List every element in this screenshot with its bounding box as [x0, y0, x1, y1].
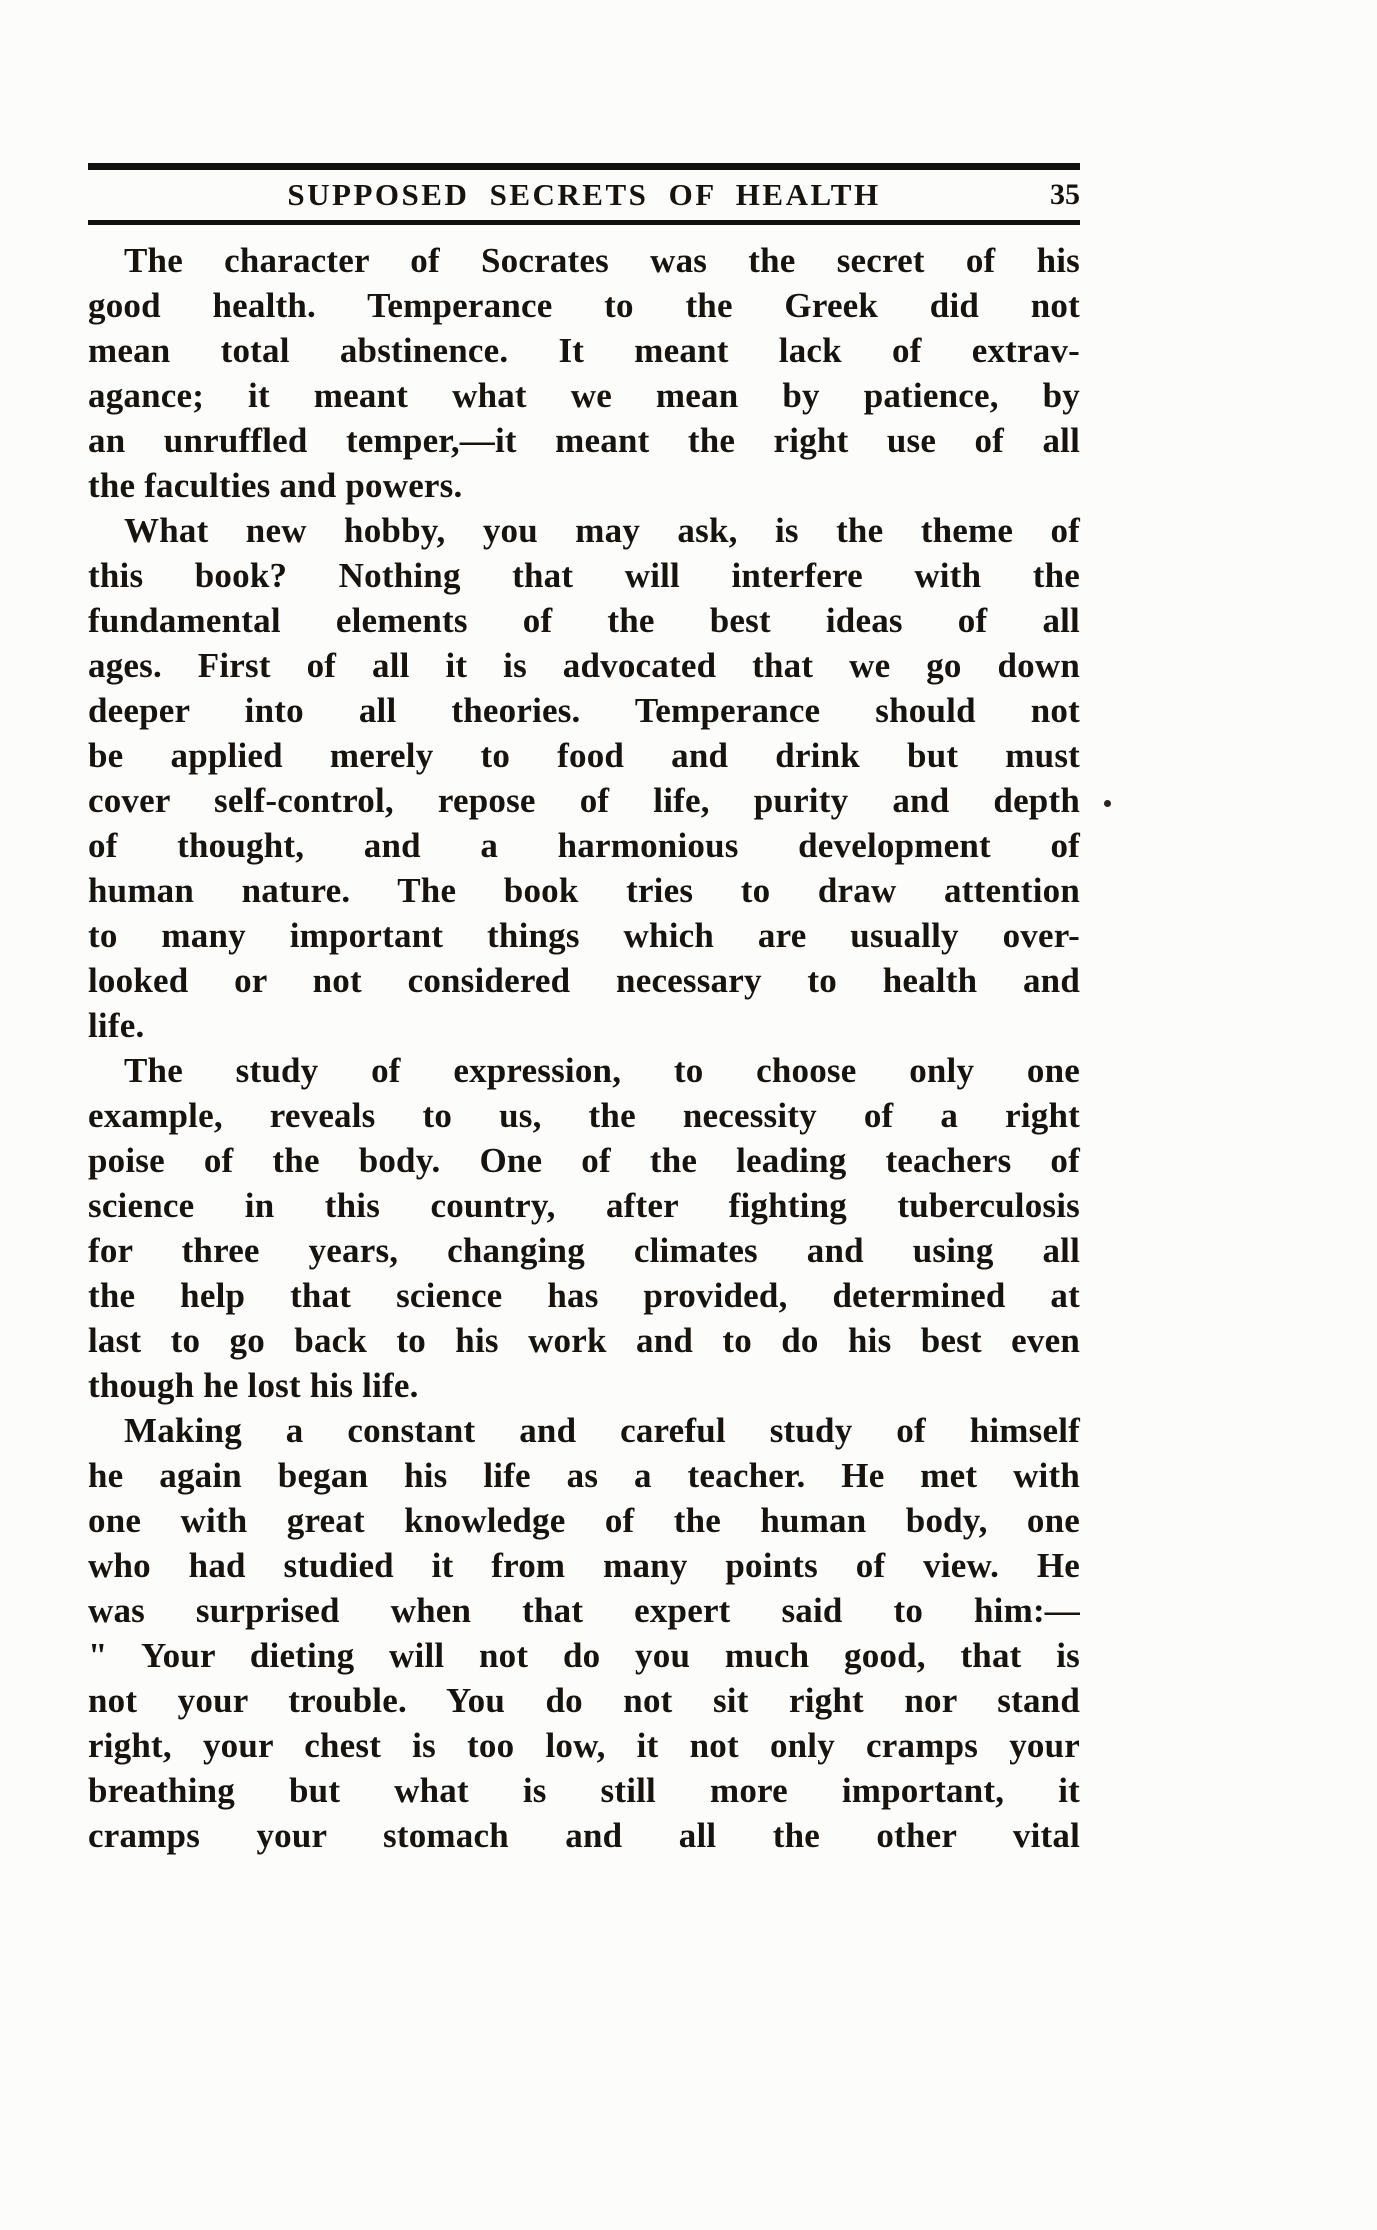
- header-row: [88, 170, 1080, 220]
- body-text: [88, 238, 1080, 1858]
- text-line: The study of expression, to choose only one: [124, 1051, 1080, 1090]
- text-line: of thought, and a harmonious development of: [88, 826, 1080, 865]
- text-line: last to go back to his work and to do his best even: [88, 1321, 1080, 1360]
- text-line: fundamental elements of the best ideas of all: [88, 601, 1080, 640]
- text-line: though he lost his life.: [88, 1366, 419, 1405]
- text-line: The character of Socrates was the secret of his: [124, 241, 1080, 280]
- text-line: an unruffled temper,—it meant the right use of all: [88, 421, 1080, 460]
- text-line: mean total abstinence. It meant lack of extrav-: [88, 331, 1080, 370]
- text-line: he again began his life as a teacher. He met with: [88, 1456, 1080, 1495]
- text-line: cramps your stomach and all the other vital: [88, 1816, 1080, 1855]
- text-line: be applied merely to food and drink but must: [88, 736, 1080, 775]
- text-line: the help that science has provided, determined at: [88, 1276, 1080, 1315]
- text-line: ages. First of all it is advocated that we go down: [88, 646, 1080, 685]
- page-number: 35: [1050, 178, 1080, 211]
- text-line: What new hobby, you may ask, is the theme of: [124, 511, 1080, 550]
- text-line: looked or not considered necessary to health and: [88, 961, 1080, 1000]
- text-line: deeper into all theories. Temperance should not: [88, 691, 1080, 730]
- text-line: one with great knowledge of the human body, one: [88, 1501, 1080, 1540]
- text-line: cover self-control, repose of life, purity and depth: [88, 781, 1080, 820]
- text-line: example, reveals to us, the necessity of a right: [88, 1096, 1080, 1135]
- text-line: was surprised when that expert said to him:—: [88, 1591, 1080, 1630]
- ink-speck-icon: [1104, 800, 1111, 807]
- text-line: science in this country, after fighting tuberculosis: [88, 1186, 1080, 1225]
- text-line: this book? Nothing that will interfere with the: [88, 556, 1080, 595]
- text-line: right, your chest is too low, it not only cramps your: [88, 1726, 1080, 1765]
- text-line: the faculties and powers.: [88, 466, 463, 505]
- text-line: breathing but what is still more important, it: [88, 1771, 1080, 1810]
- text-line: to many important things which are usually over-: [88, 916, 1080, 955]
- paragraph: [88, 1408, 1080, 1858]
- header-rule-top: [88, 163, 1080, 170]
- text-line: for three years, changing climates and using all: [88, 1231, 1080, 1270]
- text-line: life.: [88, 1006, 145, 1045]
- text-line: who had studied it from many points of view. He: [88, 1546, 1080, 1585]
- paragraph: [88, 508, 1080, 1048]
- paragraph: [88, 1048, 1080, 1408]
- running-head-title: SUPPOSED SECRETS OF HEALTH: [287, 177, 881, 212]
- text-line: " Your dieting will not do you much good, that is: [88, 1636, 1080, 1675]
- text-line: agance; it meant what we mean by patience, by: [88, 376, 1080, 415]
- page-header: [88, 163, 1080, 225]
- paragraph: [88, 238, 1080, 508]
- text-line: not your trouble. You do not sit right nor stand: [88, 1681, 1080, 1720]
- text-line: Making a constant and careful study of himself: [124, 1411, 1080, 1450]
- text-line: human nature. The book tries to draw attention: [88, 871, 1080, 910]
- header-rule-bottom: [88, 220, 1080, 225]
- text-line: good health. Temperance to the Greek did not: [88, 286, 1080, 325]
- text-line: poise of the body. One of the leading teachers of: [88, 1141, 1080, 1180]
